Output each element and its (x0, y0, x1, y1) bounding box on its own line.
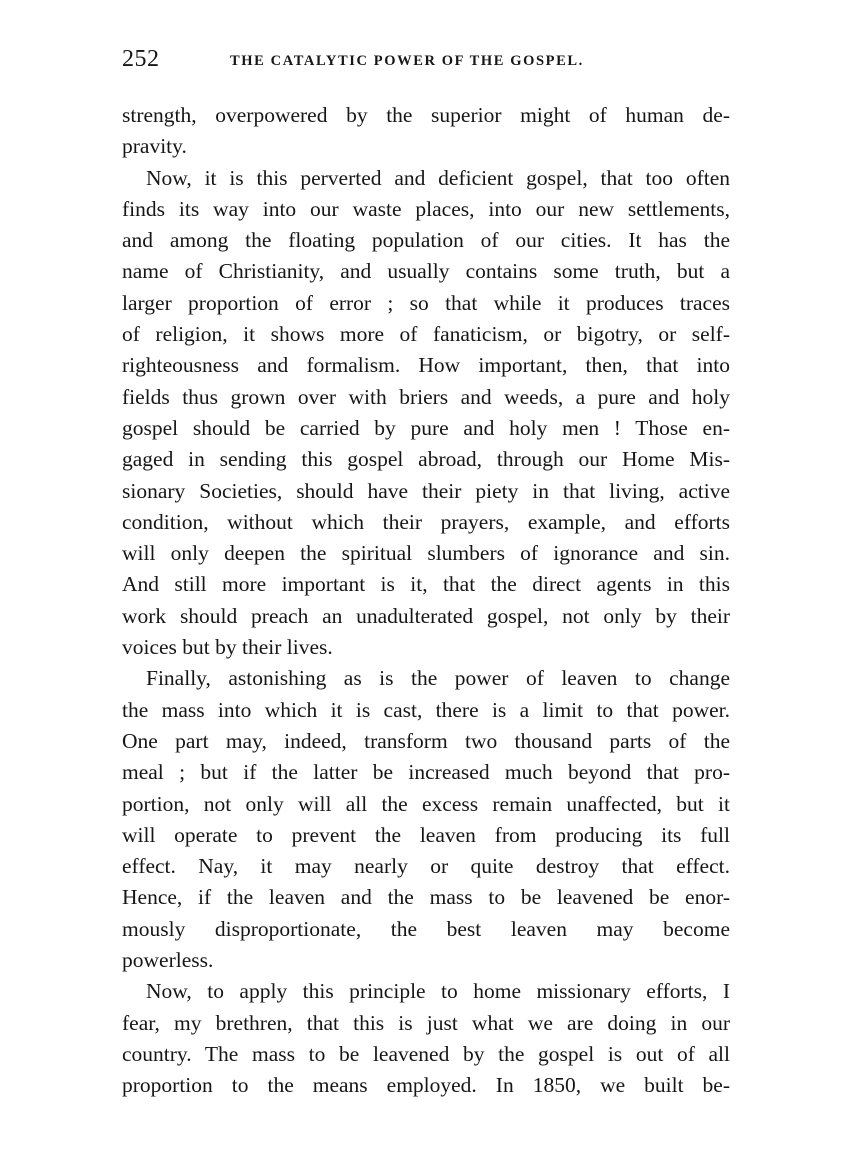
body-text (122, 100, 730, 1102)
text-line: larger proportion of error ; so that while it produces traces (122, 290, 730, 315)
text-line: Hence, if the leaven and the mass to be leavened be enor- (122, 885, 730, 910)
text-line: gospel should be carried by pure and holy men ! Those en- (122, 415, 730, 440)
text-line: Finally, astonishing as is the power of leaven to change (146, 666, 730, 691)
text-line: righteousness and formalism. How important, then, that into (122, 353, 730, 378)
text-line: portion, not only will all the excess remain unaffected, but it (122, 791, 730, 816)
text-line: of religion, it shows more of fanaticism, or bigotry, or self- (122, 322, 730, 347)
text-line: will only deepen the spiritual slumbers of ignorance and sin. (122, 541, 730, 566)
text-line: will operate to prevent the leaven from producing its full (122, 822, 730, 847)
page-number: 252 (122, 46, 160, 72)
text-line: country. The mass to be leavened by the gospel is out of all (122, 1041, 730, 1066)
text-line: the mass into which it is cast, there is a limit to that power. (122, 697, 730, 722)
text-line: finds its way into our waste places, into our new settlements, (122, 196, 730, 221)
text-line: meal ; but if the latter be increased much beyond that pro- (122, 760, 730, 785)
text-line: strength, overpowered by the superior might of human de- (122, 103, 730, 127)
text-line: sionary Societies, should have their piety in that living, active (122, 478, 730, 503)
text-line: pravity. (122, 134, 187, 159)
text-line: fear, my brethren, that this is just what we are doing in our (122, 1010, 730, 1035)
text-line: and among the floating population of our cities. It has the (122, 228, 730, 253)
text-line: gaged in sending this gospel abroad, through our Home Mis- (122, 447, 730, 472)
text-line: voices but by their lives. (122, 635, 333, 660)
text-line: effect. Nay, it may nearly or quite destroy that effect. (122, 854, 730, 879)
running-head (122, 46, 732, 78)
text-line: powerless. (122, 948, 214, 973)
text-line: Now, it is this perverted and deficient gospel, that too often (146, 165, 730, 190)
text-line: proportion to the means employed. In 1850, we built be- (122, 1073, 730, 1098)
text-line: Now, to apply this principle to home missionary efforts, I (146, 979, 730, 1004)
running-title: THE CATALYTIC POWER OF THE GOSPEL. (230, 53, 584, 69)
text-line: And still more important is it, that the direct agents in this (122, 572, 730, 597)
text-line: work should preach an unadulterated gospel, not only by their (122, 603, 730, 628)
text-line: name of Christianity, and usually contains some truth, but a (122, 259, 730, 284)
text-line: mously disproportionate, the best leaven may become (122, 916, 730, 941)
text-line: condition, without which their prayers, example, and efforts (122, 509, 730, 534)
text-line: One part may, indeed, transform two thousand parts of the (122, 728, 730, 753)
text-line: fields thus grown over with briers and weeds, a pure and holy (122, 384, 730, 409)
